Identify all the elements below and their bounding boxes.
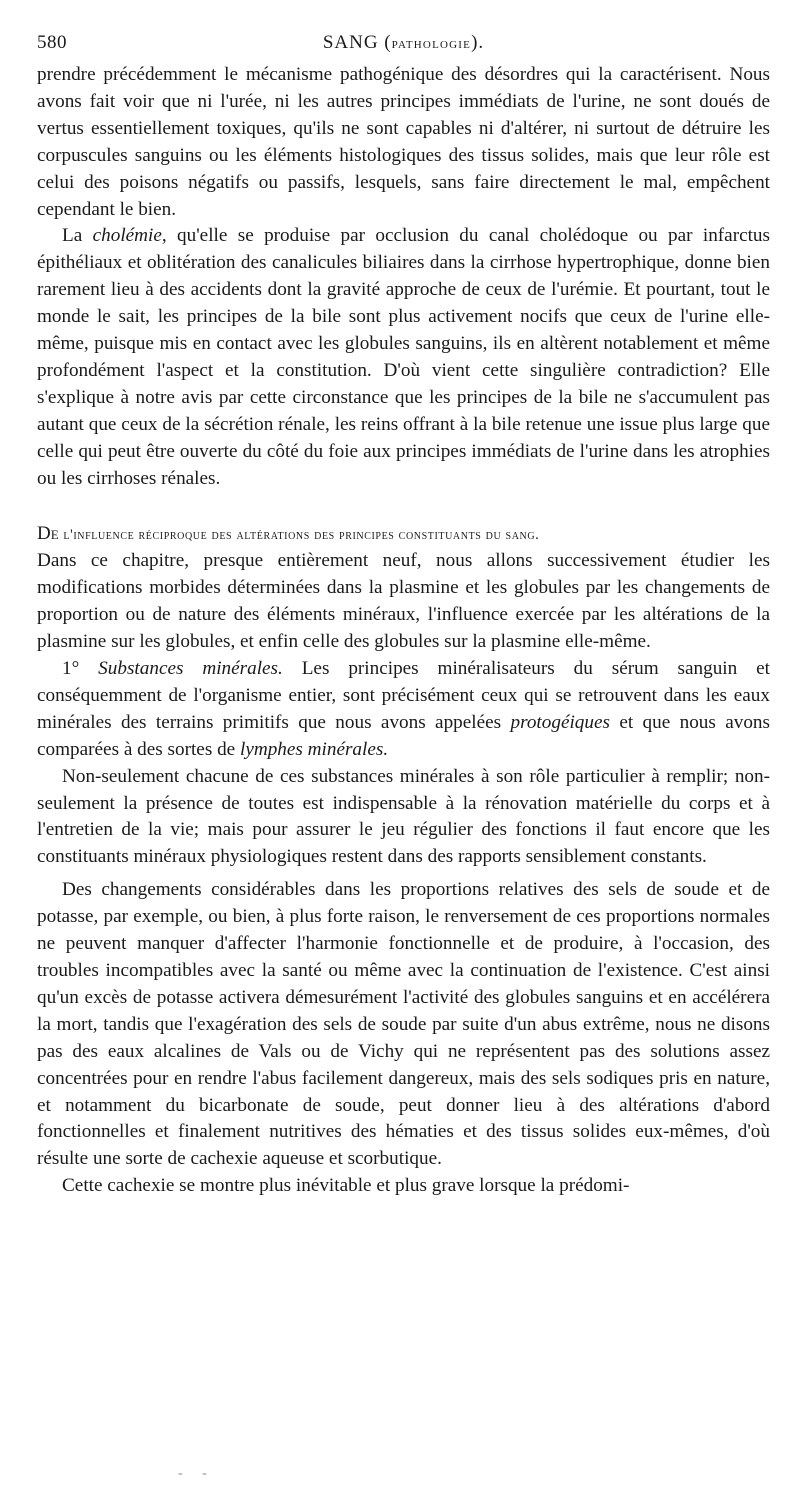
book-page [37, 28, 770, 1200]
page-number: 580 [37, 32, 67, 53]
section-heading [37, 521, 770, 549]
section-heading-title: l'influence réciproque des altérations des principes constituants du sang. [63, 526, 540, 543]
footer-marks: - - [178, 1466, 215, 1481]
term-substances-minerales: Substances minérales. [98, 658, 283, 680]
paragraph-cholemie [37, 223, 770, 492]
paragraph-substances-minerales [37, 656, 770, 764]
paragraph-chapter-intro: Dans ce chapitre, presque entièrement neuf, nous allons successivement étudier les modifications morbides déterminées dans la plasmine et les globules par les changements de proportion ou de nature des éléments minéraux, l'influence exercée par les altérations de la plasmine sur les globules, et enfin celle des globules sur la plasmine elle-même. [37, 550, 770, 653]
paragraph-non-seulement: Non-seulement chacune de ces substances minérales à son rôle particulier à remplir; non-seulement la présence de toutes est indispensable à la rénovation matérielle du corps et à l'entretien de la vie; mais pour assurer le jeu régulier des fonctions il faut encore que les constituants minéraux physiologiques restent dans des rapports sensiblement constants. [37, 765, 770, 868]
page-header [37, 28, 770, 62]
term-protogeiques: protogéiques [510, 711, 610, 733]
term-cholemie: cholémie [92, 225, 162, 247]
running-head-close: ). [471, 32, 485, 53]
term-lymphes-minerales: lymphes minérales. [240, 738, 389, 760]
paragraph-cachexie: Cette cachexie se montre plus inévitable et plus grave lorsque la prédomi- [62, 1175, 630, 1197]
section-heading-lead: De [37, 522, 64, 544]
item-number: 1° [62, 658, 99, 680]
paragraph-body: et que nous avons comparées à des sortes de [37, 711, 770, 760]
running-head-sub: pathologie [391, 36, 472, 52]
paragraph-continuation: prendre précédemment le mécanisme pathogénique des désordres qui la caractérisent. Nous avons fait voir que ni l'urée, ni les autres principes immédiats de l'urine, ne sont doués de vertus essentiellement toxiques, qu'ils ne sont capables ni d'altérer, ni surtout de détruire les corpuscules sanguins ou les éléments histologiques des tissus solides, mais que leur rôle est celui des poisons négatifs ou passifs, lesquels, sans faire directement le mal, empêchent cependant le bien. [37, 64, 770, 220]
paragraph-lead: La [62, 225, 93, 247]
running-head-main: SANG ( [322, 32, 392, 53]
paragraph-changements: Des changements considérables dans les proportions relatives des sels de soude et de potasse, par exemple, ou bien, à plus forte raison, le renversement de ces proportions normales ne peuvent manquer d'affecter l'harmonie fonctionnelle et de produire, à l'occasion, des troubles incompatibles avec la santé ou même avec la continuation de l'existence. C'est ainsi qu'un excès de potasse activera démesurément l'activité des globules sanguins et en accélérera la mort, tandis que l'exagération des sels de soude par suite d'un abus extrême, nous ne disons pas des eaux alcalines de Vals ou de Vichy qui ne représentent pas des solutions assez concentrées pour en rendre l'abus facilement dangereux, mais des sels sodiques pris en nature, et notamment du bicarbonate de soude, peut donner lieu à des altérations d'abord fonctionnelles et finalement nutritives des hématies et des tissus solides eux-mêmes, d'où résulte une sorte de cachexie aqueuse et scorbutique. [37, 879, 770, 1170]
paragraph-body: , qu'elle se produise par occlusion du canal cholédoque ou par infarctus épithéliaux et oblitération des canalicules biliaires dans la cirrhose hypertrophique, donne bien rarement lieu à des accidents dont la gravité approche de ceux de l'urémie. Et pourtant, tout le monde le sait, les principes de la bile sont plus activement nocifs que ceux de l'urine elle-même, puisque mis en contact avec les globules sanguins, ils en altèrent notablement et même profondément l'aspect et la constitution. D'où vient cette singulière contradiction? Elle s'explique à notre avis par cette circonstance que les principes de la bile ne s'accumulent pas autant que ceux de la sécrétion rénale, les reins offrant à la bile retenue une issue plus large que celle qui peut être ouverte du côté du foie aux principes immédiats de l'urine dans les atrophies ou les cirrhoses rénales. [37, 225, 770, 489]
paragraph-body: Les principes minéralisateurs du sérum sanguin et conséquemment de l'organisme entier, sont précisément ceux qui se retrouvent dans les eaux minérales des terrains primitifs que nous avons appelées [37, 658, 770, 733]
running-head [37, 32, 770, 54]
